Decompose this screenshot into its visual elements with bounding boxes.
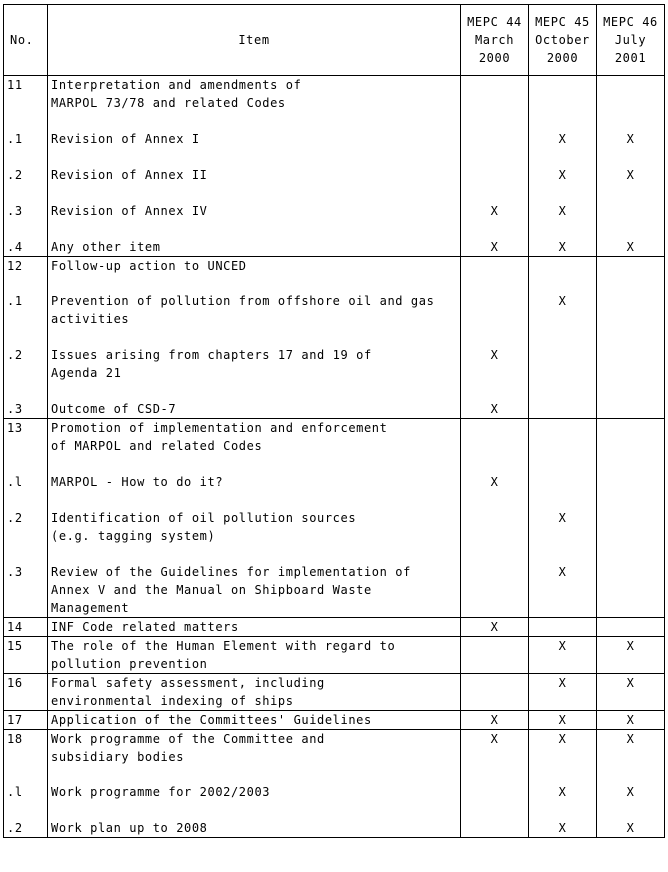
session-mark: [529, 419, 597, 473]
table-row: [4, 783, 665, 819]
session-mark: [461, 509, 529, 563]
session-mark: X: [461, 238, 529, 257]
table-row: [4, 617, 665, 636]
session-mark: [597, 473, 665, 509]
row-number: .3: [4, 202, 48, 238]
row-number: .3: [4, 563, 48, 618]
table-header: [4, 5, 665, 76]
row-item: The role of the Human Element with regard to pollution prevention: [48, 636, 461, 673]
session-mark: X: [597, 673, 665, 710]
row-number: 15: [4, 636, 48, 673]
row-item: Identification of oil pollution sources (e.g. tagging system): [48, 509, 461, 563]
row-item: Prevention of pollution from offshore oil and gas activities: [48, 292, 461, 346]
header-no: No.: [4, 5, 48, 76]
session-year: 2000: [546, 51, 579, 65]
agenda-group: [4, 617, 665, 636]
table-row: [4, 76, 665, 130]
agenda-group: [4, 636, 665, 673]
row-item: Work programme of the Committee and subsidiary bodies: [48, 729, 461, 783]
session-mark: X: [529, 509, 597, 563]
session-mark: [461, 166, 529, 202]
agenda-group: [4, 76, 665, 257]
row-number: .1: [4, 292, 48, 346]
row-number: 14: [4, 617, 48, 636]
row-item: MARPOL - How to do it?: [48, 473, 461, 509]
row-number: .l: [4, 783, 48, 819]
session-mark: [461, 292, 529, 346]
session-mark: X: [529, 636, 597, 673]
row-number: 16: [4, 673, 48, 710]
row-number: .2: [4, 509, 48, 563]
session-mark: X: [529, 710, 597, 729]
session-mark: X: [461, 729, 529, 783]
session-mark: X: [529, 563, 597, 618]
table-row: [4, 400, 665, 419]
row-item: Issues arising from chapters 17 and 19 of Agenda 21: [48, 346, 461, 400]
row-number: 13: [4, 419, 48, 473]
row-number: .2: [4, 166, 48, 202]
table-row: [4, 292, 665, 346]
table-row: [4, 202, 665, 238]
table-row: [4, 729, 665, 783]
session-mark: [529, 346, 597, 400]
session-name: MEPC 46: [603, 15, 658, 29]
header-session-mepc46: [597, 5, 665, 76]
header-item: Item: [48, 5, 461, 76]
table-row: [4, 419, 665, 473]
session-mark: X: [529, 130, 597, 166]
agenda-group: [4, 419, 665, 618]
table-row: [4, 238, 665, 257]
table-row: [4, 636, 665, 673]
session-mark: [461, 256, 529, 292]
session-mark: [529, 256, 597, 292]
session-mark: X: [529, 238, 597, 257]
session-name: MEPC 44: [467, 15, 522, 29]
session-mark: [597, 400, 665, 419]
session-mark: [529, 617, 597, 636]
row-item: INF Code related matters: [48, 617, 461, 636]
session-mark: X: [529, 783, 597, 819]
session-mark: X: [529, 292, 597, 346]
session-month: October: [535, 33, 590, 47]
row-number: .2: [4, 819, 48, 838]
session-mark: [461, 819, 529, 838]
row-item: Interpretation and amendments of MARPOL 73/78 and related Codes: [48, 76, 461, 130]
session-mark: X: [597, 819, 665, 838]
session-mark: X: [461, 710, 529, 729]
row-number: .3: [4, 400, 48, 419]
session-mark: X: [461, 400, 529, 419]
session-mark: [597, 202, 665, 238]
row-item: Outcome of CSD-7: [48, 400, 461, 419]
row-number: 17: [4, 710, 48, 729]
table-row: [4, 473, 665, 509]
session-mark: X: [597, 238, 665, 257]
session-mark: [597, 76, 665, 130]
session-mark: [597, 419, 665, 473]
session-mark: [461, 563, 529, 618]
session-mark: [597, 346, 665, 400]
table-row: [4, 509, 665, 563]
session-mark: [461, 130, 529, 166]
header-session-mepc45: [529, 5, 597, 76]
row-item: Review of the Guidelines for implementation of Annex V and the Manual on Shipboard Waste Management: [48, 563, 461, 618]
session-mark: [529, 76, 597, 130]
row-item: Any other item: [48, 238, 461, 257]
session-mark: X: [461, 617, 529, 636]
session-name: MEPC 45: [535, 15, 590, 29]
agenda-group: [4, 673, 665, 710]
session-mark: X: [529, 202, 597, 238]
session-mark: [597, 509, 665, 563]
session-mark: X: [597, 729, 665, 783]
session-mark: X: [529, 819, 597, 838]
header-session-mepc44: [461, 5, 529, 76]
session-mark: [597, 617, 665, 636]
row-number: .l: [4, 473, 48, 509]
row-number: 18: [4, 729, 48, 783]
session-mark: X: [529, 673, 597, 710]
row-number: 12: [4, 256, 48, 292]
row-number: 11: [4, 76, 48, 130]
session-year: 2001: [614, 51, 647, 65]
row-number: .4: [4, 238, 48, 257]
session-mark: [597, 563, 665, 618]
session-mark: X: [461, 202, 529, 238]
session-mark: X: [597, 783, 665, 819]
session-mark: [597, 292, 665, 346]
agenda-group: [4, 256, 665, 419]
row-item: Revision of Annex II: [48, 166, 461, 202]
table-row: [4, 346, 665, 400]
session-mark: [461, 673, 529, 710]
table-row: [4, 166, 665, 202]
table-row: [4, 563, 665, 618]
work-programme-table: [3, 4, 665, 838]
session-mark: [597, 256, 665, 292]
session-mark: X: [529, 166, 597, 202]
session-mark: [461, 636, 529, 673]
row-item: Revision of Annex IV: [48, 202, 461, 238]
table-row: [4, 130, 665, 166]
agenda-group: [4, 710, 665, 729]
session-mark: X: [461, 346, 529, 400]
session-mark: X: [529, 729, 597, 783]
session-mark: X: [597, 166, 665, 202]
row-item: Follow-up action to UNCED: [48, 256, 461, 292]
session-mark: X: [461, 473, 529, 509]
table-row: [4, 256, 665, 292]
session-month: July: [614, 33, 647, 47]
row-item: Work plan up to 2008: [48, 819, 461, 838]
session-mark: [461, 419, 529, 473]
session-mark: [529, 473, 597, 509]
row-item: Promotion of implementation and enforcement of MARPOL and related Codes: [48, 419, 461, 473]
session-mark: X: [597, 130, 665, 166]
row-item: Revision of Annex I: [48, 130, 461, 166]
session-mark: X: [597, 636, 665, 673]
session-mark: [529, 400, 597, 419]
session-month: March: [474, 33, 515, 47]
table-row: [4, 710, 665, 729]
table-row: [4, 673, 665, 710]
session-mark: X: [597, 710, 665, 729]
row-number: .2: [4, 346, 48, 400]
row-number: .1: [4, 130, 48, 166]
row-item: Work programme for 2002/2003: [48, 783, 461, 819]
session-mark: [461, 76, 529, 130]
agenda-group: [4, 729, 665, 838]
session-year: 2000: [478, 51, 511, 65]
session-mark: [461, 783, 529, 819]
table-row: [4, 819, 665, 838]
row-item: Application of the Committees' Guidelines: [48, 710, 461, 729]
row-item: Formal safety assessment, including environmental indexing of ships: [48, 673, 461, 710]
